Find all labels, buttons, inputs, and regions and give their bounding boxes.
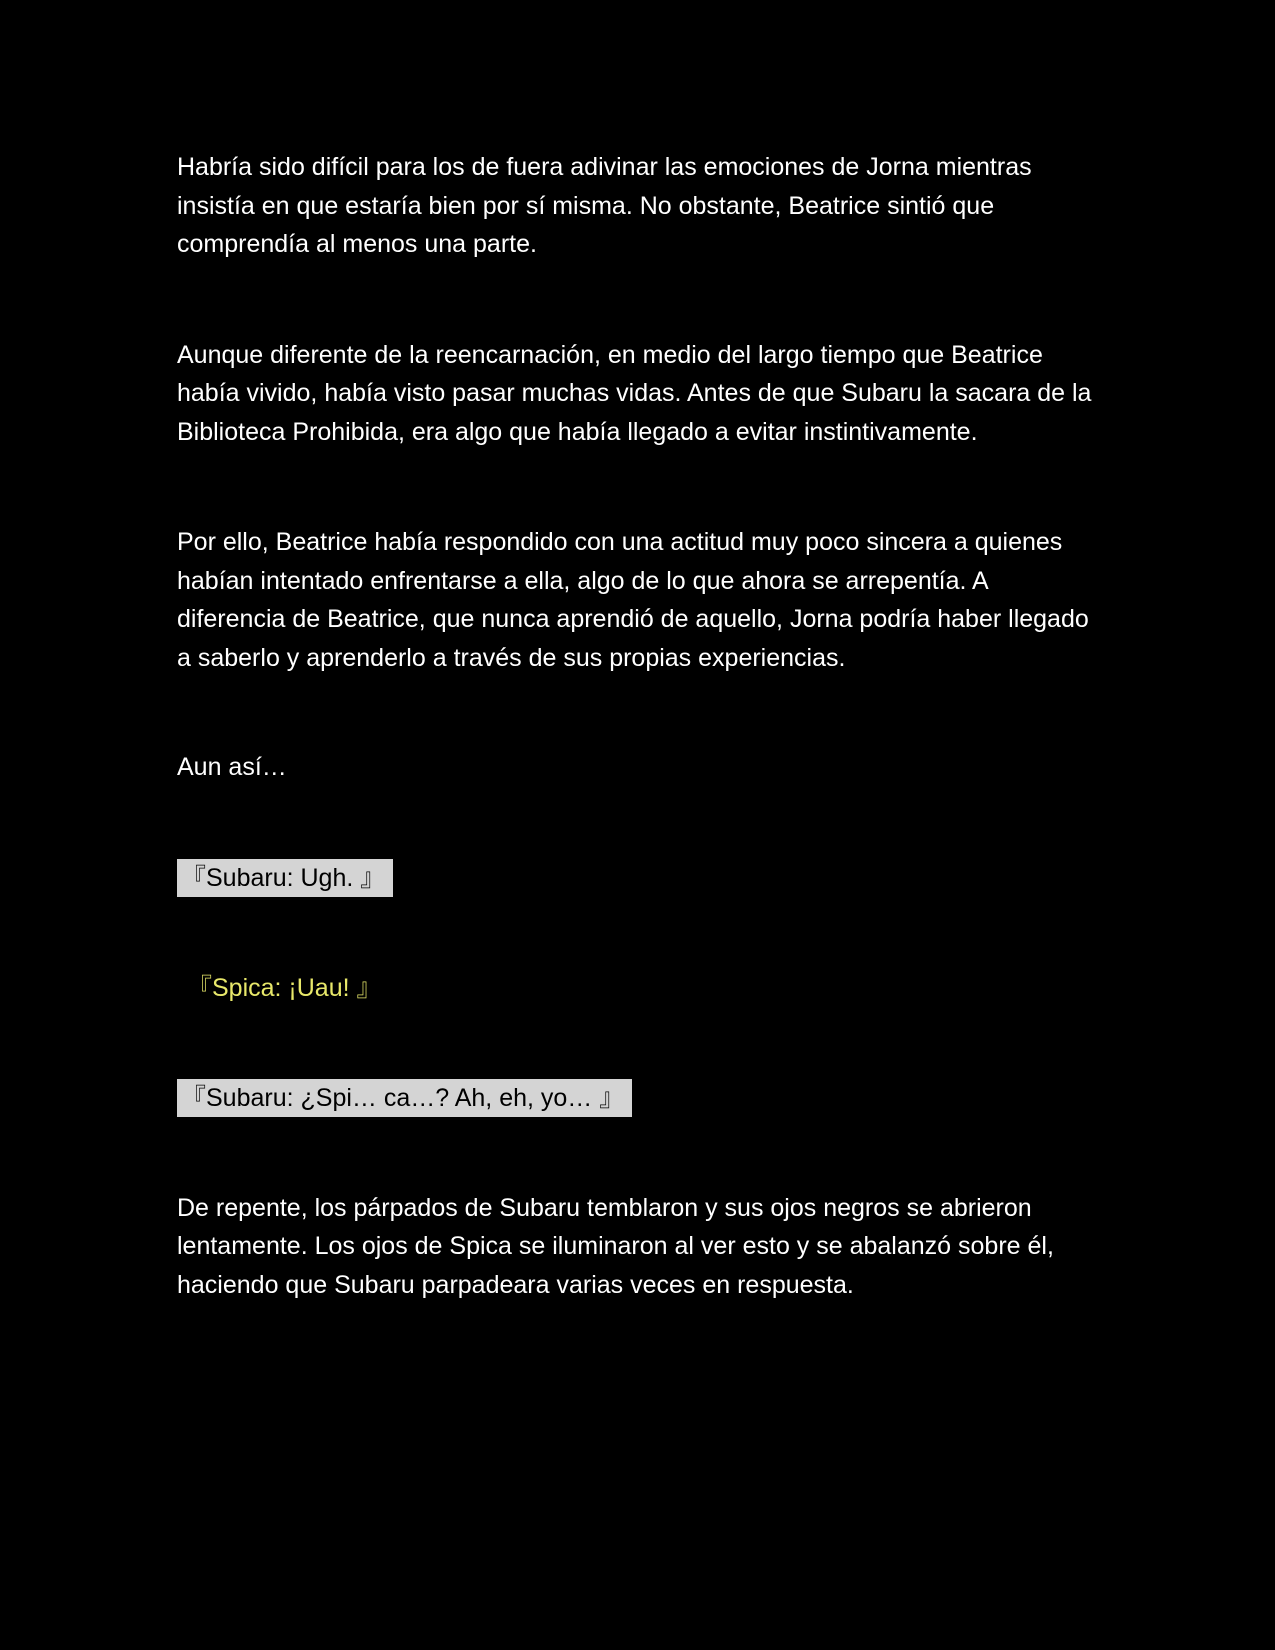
dialogue-line-1 xyxy=(177,859,1097,897)
paragraph-4: Aun así… xyxy=(177,753,287,781)
subaru-dialogue: 『Subaru: Ugh. 』 xyxy=(177,859,393,897)
paragraph-1: Habría sido difícil para los de fuera adivinar las emociones de Jorna mientras insistía en que estaría bien por sí misma. No obstante, Beatrice sintió que comprendía al menos una parte. xyxy=(177,153,1032,258)
paragraph-2: Aunque diferente de la reencarnación, en medio del largo tiempo que Beatrice había vivido, había visto pasar muchas vidas. Antes de que Subaru la sacara de la Biblioteca Prohibida, era algo que había llegado a evitar instintivamente. xyxy=(177,340,1092,446)
closing-paragraph: De repente, los párpados de Subaru temblaron y sus ojos negros se abrieron lentamente. Los ojos de Spica se iluminaron al ver esto y se abalanzó sobre él, haciendo que Subaru parpadeara varias veces en respuesta. xyxy=(177,1193,1054,1299)
document-page xyxy=(177,148,1097,1304)
dialogue-line-2 xyxy=(177,969,1097,1007)
spica-dialogue: 『Spica: ¡Uau! 』 xyxy=(187,973,382,1002)
dialogue-line-3 xyxy=(177,1079,1097,1117)
subaru-dialogue: 『Subaru: ¿Spi… ca…? Ah, eh, yo… 』 xyxy=(177,1079,632,1117)
paragraph-3: Por ello, Beatrice había respondido con una actitud muy poco sincera a quienes habían intentado enfrentarse a ella, algo de lo que ahora se arrepentía. A diferencia de Beatrice, que nunca aprendió de aquello, Jorna podría haber llegado a saberlo y aprenderlo a través de sus propias experiencias. xyxy=(177,528,1089,672)
